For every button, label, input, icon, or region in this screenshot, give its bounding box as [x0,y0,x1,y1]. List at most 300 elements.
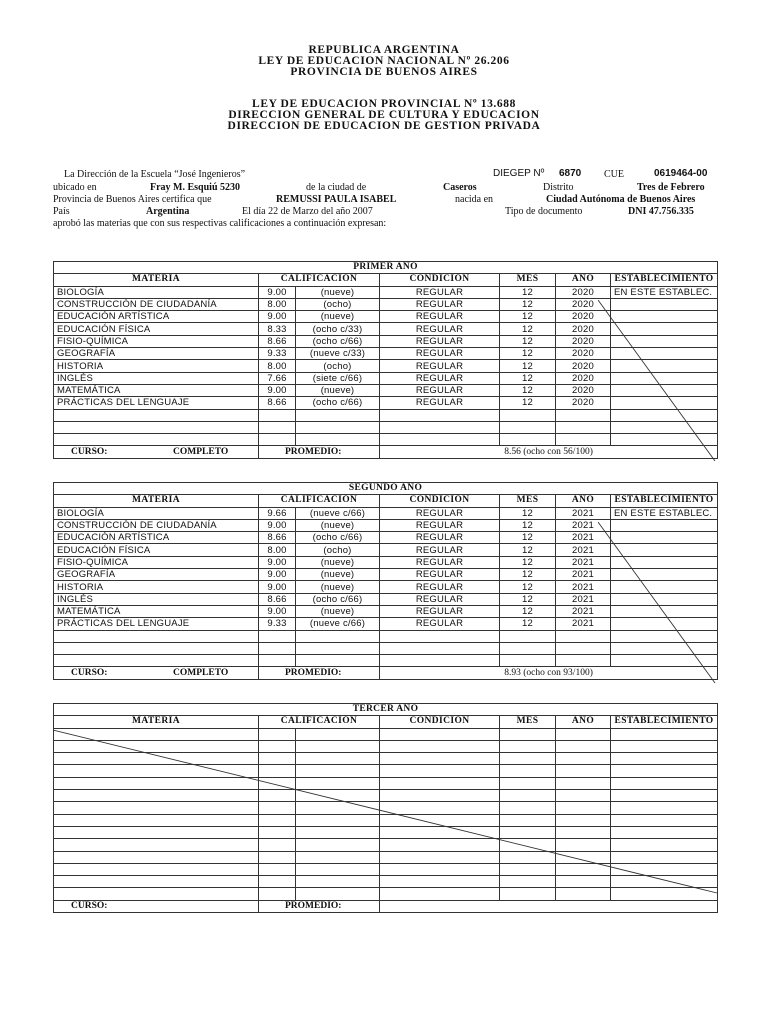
subject-row [54,372,718,384]
grade-number: 9.00 [259,569,296,581]
grade-number [259,421,296,433]
subject-row [54,569,718,581]
curso-value: COMPLETO [173,446,229,457]
condition: REGULAR [380,605,500,617]
subject-row [54,323,718,335]
pais: Argentina [146,206,190,217]
dni: DNI 47.756.335 [628,206,694,217]
grade-words: (nueve c/66) [296,618,380,630]
year: 2021 [556,556,611,568]
subject-name: PRÁCTICAS DEL LENGUAJE [54,618,259,630]
grade-words: (nueve) [296,311,380,323]
grade-words: (ocho) [296,544,380,556]
month: 12 [500,507,556,519]
subject-row [54,311,718,323]
year [556,765,611,777]
subject-name [54,642,259,654]
footer-row [54,900,718,912]
subject-name [54,814,259,826]
subject-row [54,532,718,544]
grade-words: (nueve) [296,605,380,617]
month [500,777,556,789]
subject-name: MATEMÁTICA [54,384,259,396]
year [556,753,611,765]
year: 2020 [556,384,611,396]
subject-name [54,765,259,777]
month [500,826,556,838]
grade-number: 9.00 [259,556,296,568]
subject-row [54,876,718,888]
condition [380,728,500,740]
subject-name [54,655,259,667]
grade-words: (nueve c/33) [296,348,380,360]
grade-words: (ocho) [296,360,380,372]
column-header-row [54,274,718,286]
curso-cell [54,900,259,912]
condition [380,814,500,826]
subject-row [54,863,718,875]
month: 12 [500,348,556,360]
year: 2021 [556,569,611,581]
establishment [611,348,718,360]
grade-words: (ocho) [296,298,380,310]
col-condicion: CONDICIÓN [380,495,500,507]
year: 2021 [556,593,611,605]
month: 12 [500,384,556,396]
col-condicion: CONDICIÓN [380,716,500,728]
establishment [611,802,718,814]
grade-words: (ocho c/66) [296,335,380,347]
month [500,790,556,802]
grade-number [259,802,296,814]
subject-name [54,851,259,863]
year [556,888,611,900]
grade-number [259,753,296,765]
grade-words [296,434,380,446]
condition [380,753,500,765]
condition: REGULAR [380,581,500,593]
year [556,777,611,789]
establishment [611,728,718,740]
col-establecimiento: ESTABLECIMIENTO [611,495,718,507]
col-anio: AÑO [556,274,611,286]
year [556,814,611,826]
grade-words: (nueve) [296,569,380,581]
month: 12 [500,593,556,605]
grade-words [296,839,380,851]
ubicado-label: ubicado en [53,182,97,193]
establishment [611,311,718,323]
header-block [0,45,768,78]
year [556,434,611,446]
year: 2021 [556,519,611,531]
establishment [611,421,718,433]
subject-name [54,863,259,875]
year-table-primer [53,261,718,459]
curso-value: COMPLETO [173,667,229,678]
grade-words: (ocho c/66) [296,593,380,605]
col-calificacion: CALIFICACIÓN [259,495,380,507]
year [556,409,611,421]
grade-number: 8.33 [259,323,296,335]
year [556,802,611,814]
grade-number [259,434,296,446]
col-materia: MATERIA [54,274,259,286]
grade-number [259,851,296,863]
grade-number [259,409,296,421]
month: 12 [500,569,556,581]
grade-words [296,740,380,752]
curso-label: CURSO: [71,446,108,457]
grade-number: 9.33 [259,618,296,630]
grade-number [259,642,296,654]
establishment [611,605,718,617]
month [500,888,556,900]
subject-name: BIOLOGÍA [54,286,259,298]
col-condicion: CONDICIÓN [380,274,500,286]
month [500,876,556,888]
subject-name: EDUCACIÓN ARTÍSTICA [54,311,259,323]
column-header-row [54,716,718,728]
grade-number [259,839,296,851]
year [556,839,611,851]
subject-row [54,421,718,433]
diegep-label: DIEGEP Nº [493,168,545,179]
condition: REGULAR [380,298,500,310]
establishment [611,372,718,384]
grade-words: (nueve) [296,286,380,298]
year: 2020 [556,286,611,298]
promedio-value: 8.56 (ocho con 56/100) [380,446,718,458]
year-title-row [54,262,718,274]
subject-name [54,409,259,421]
establishment [611,863,718,875]
condition [380,777,500,789]
condition [380,642,500,654]
condition [380,876,500,888]
tipo-doc-label: Tipo de documento [505,206,583,217]
year: 2020 [556,323,611,335]
subject-row [54,556,718,568]
establishment [611,740,718,752]
subject-name: FISIO-QUÍMICA [54,556,259,568]
subject-name [54,802,259,814]
subject-name: EDUCACIÓN FÍSICA [54,323,259,335]
year: 2020 [556,372,611,384]
month: 12 [500,286,556,298]
year: 2020 [556,360,611,372]
subject-row [54,434,718,446]
condition [380,863,500,875]
grade-number: 9.00 [259,311,296,323]
establishment [611,642,718,654]
grade-words [296,814,380,826]
footer-row [54,667,718,679]
condition: REGULAR [380,311,500,323]
condition: REGULAR [380,544,500,556]
condition: REGULAR [380,348,500,360]
month [500,728,556,740]
month: 12 [500,581,556,593]
establishment [611,753,718,765]
establishment [611,839,718,851]
month [500,434,556,446]
grade-number: 8.66 [259,335,296,347]
grade-number: 8.66 [259,397,296,409]
subject-row [54,397,718,409]
year-title: TERCER AÑO [54,704,718,716]
month [500,839,556,851]
subject-name [54,777,259,789]
subject-row [54,839,718,851]
header-line-direccion-privada: DIRECCION DE EDUCACION DE GESTION PRIVADA [227,120,541,132]
year: 2020 [556,335,611,347]
condition [380,421,500,433]
month [500,753,556,765]
promedio-value: 8.93 (ocho con 93/100) [380,667,718,679]
distrito-label: Distrito [543,182,574,193]
subject-row [54,384,718,396]
grade-number [259,888,296,900]
year [556,863,611,875]
condition [380,888,500,900]
month [500,802,556,814]
subject-row [54,851,718,863]
promedio-label: PROMEDIO: [259,900,380,912]
year: 2021 [556,532,611,544]
year: 2020 [556,348,611,360]
grade-words [296,851,380,863]
subject-row [54,888,718,900]
footer-row [54,446,718,458]
establishment [611,888,718,900]
grade-words: (ocho c/33) [296,323,380,335]
establishment [611,544,718,556]
grade-words: (siete c/66) [296,372,380,384]
col-calificacion: CALIFICACIÓN [259,274,380,286]
grade-number [259,777,296,789]
subject-row [54,765,718,777]
month: 12 [500,360,556,372]
month [500,655,556,667]
promedio-label: PROMEDIO: [259,667,380,679]
year: 2020 [556,397,611,409]
establishment: EN ESTE ESTABLEC. [611,507,718,519]
subject-name: FISIO-QUÍMICA [54,335,259,347]
condition [380,630,500,642]
grade-words: (nueve) [296,519,380,531]
subject-row [54,360,718,372]
year [556,421,611,433]
year [556,630,611,642]
grade-number [259,863,296,875]
grade-words [296,876,380,888]
establishment [611,765,718,777]
year [556,728,611,740]
grade-number [259,630,296,642]
grade-words [296,863,380,875]
year-title-row [54,704,718,716]
year-title: SEGUNDO AÑO [54,483,718,495]
grade-words [296,642,380,654]
col-calificacion: CALIFICACIÓN [259,716,380,728]
col-anio: AÑO [556,495,611,507]
grade-number [259,765,296,777]
grade-number: 8.66 [259,532,296,544]
condition: REGULAR [380,335,500,347]
grade-number [259,876,296,888]
subject-name: CONSTRUCCIÓN DE CIUDADANÍA [54,519,259,531]
subject-row [54,777,718,789]
birthplace: Ciudad Autónoma de Buenos Aires [546,194,696,205]
subject-row [54,409,718,421]
month [500,814,556,826]
promedio-value [380,900,718,912]
month: 12 [500,335,556,347]
subject-row [54,753,718,765]
subject-name: BIOLOGÍA [54,507,259,519]
grade-words [296,790,380,802]
grade-number: 9.00 [259,384,296,396]
subject-row [54,286,718,298]
establishment [611,790,718,802]
month [500,421,556,433]
subject-name: HISTORIA [54,581,259,593]
condition [380,839,500,851]
col-establecimiento: ESTABLECIMIENTO [611,274,718,286]
establishment [611,323,718,335]
establishment [611,581,718,593]
grade-number: 7.66 [259,372,296,384]
condition: REGULAR [380,397,500,409]
establishment [611,556,718,568]
month: 12 [500,605,556,617]
subject-row [54,593,718,605]
subject-name: GEOGRAFÍA [54,348,259,360]
establishment [611,876,718,888]
year-table-tercer [53,703,718,913]
subject-name: PRÁCTICAS DEL LENGUAJE [54,397,259,409]
month: 12 [500,311,556,323]
grade-number: 9.00 [259,519,296,531]
establishment [611,630,718,642]
subject-row [54,630,718,642]
header-line-province: PROVINCIA DE BUENOS AIRES [290,66,478,78]
subject-name [54,421,259,433]
subject-row [54,519,718,531]
establishment [611,298,718,310]
grade-number: 8.00 [259,298,296,310]
subject-row [54,802,718,814]
month [500,630,556,642]
col-mes: MES [500,716,556,728]
grade-number [259,814,296,826]
nacida-label: nacida en [455,194,494,205]
curso-cell [54,667,259,679]
cue-value: 0619464-00 [654,168,708,179]
month [500,765,556,777]
grade-words: (nueve) [296,384,380,396]
subject-name: EDUCACIÓN ARTÍSTICA [54,532,259,544]
month: 12 [500,372,556,384]
grade-number [259,655,296,667]
establishment [611,814,718,826]
col-materia: MATERIA [54,716,259,728]
year [556,642,611,654]
grade-number: 9.66 [259,507,296,519]
year-title-row [54,483,718,495]
subject-row [54,740,718,752]
grade-number: 9.33 [259,348,296,360]
subject-row [54,642,718,654]
condition [380,434,500,446]
condition [380,790,500,802]
year [556,655,611,667]
establishment [611,851,718,863]
header-line-country: REPUBLICA ARGENTINA [308,44,460,56]
year: 2021 [556,544,611,556]
establishment [611,397,718,409]
col-establecimiento: ESTABLECIMIENTO [611,716,718,728]
condition [380,851,500,863]
grade-words [296,888,380,900]
condition [380,409,500,421]
month [500,851,556,863]
condition: REGULAR [380,569,500,581]
establishment [611,777,718,789]
subject-name [54,839,259,851]
distrito: Tres de Febrero [637,182,705,193]
subject-row [54,348,718,360]
pais-label: País [53,206,70,217]
establishment [611,384,718,396]
grade-words: (nueve c/66) [296,507,380,519]
year [556,851,611,863]
condition: REGULAR [380,372,500,384]
grade-words: (ocho c/66) [296,532,380,544]
subject-name: HISTORIA [54,360,259,372]
header-block-2 [0,99,768,132]
grade-number: 8.00 [259,544,296,556]
condition: REGULAR [380,593,500,605]
condition: REGULAR [380,519,500,531]
diegep-value: 6870 [559,168,582,179]
header-line-law-national: LEY DE EDUCACION NACIONAL Nº 26.206 [258,55,510,67]
establishment [611,409,718,421]
grade-number: 9.00 [259,605,296,617]
condition: REGULAR [380,323,500,335]
cert-intro: La Dirección de la Escuela “José Ingenieros” [64,169,246,180]
year [556,826,611,838]
subject-row [54,298,718,310]
year: 2021 [556,507,611,519]
establishment [611,826,718,838]
subject-row [54,814,718,826]
subject-name: GEOGRAFÍA [54,569,259,581]
establishment: EN ESTE ESTABLEC. [611,286,718,298]
grade-words: (nueve) [296,556,380,568]
col-mes: MES [500,274,556,286]
month [500,642,556,654]
subject-name [54,826,259,838]
curso-label: CURSO: [71,667,108,678]
ciudad: Caseros [443,182,477,193]
grade-words [296,777,380,789]
condition: REGULAR [380,507,500,519]
subject-name [54,876,259,888]
grade-words [296,728,380,740]
grade-number [259,790,296,802]
